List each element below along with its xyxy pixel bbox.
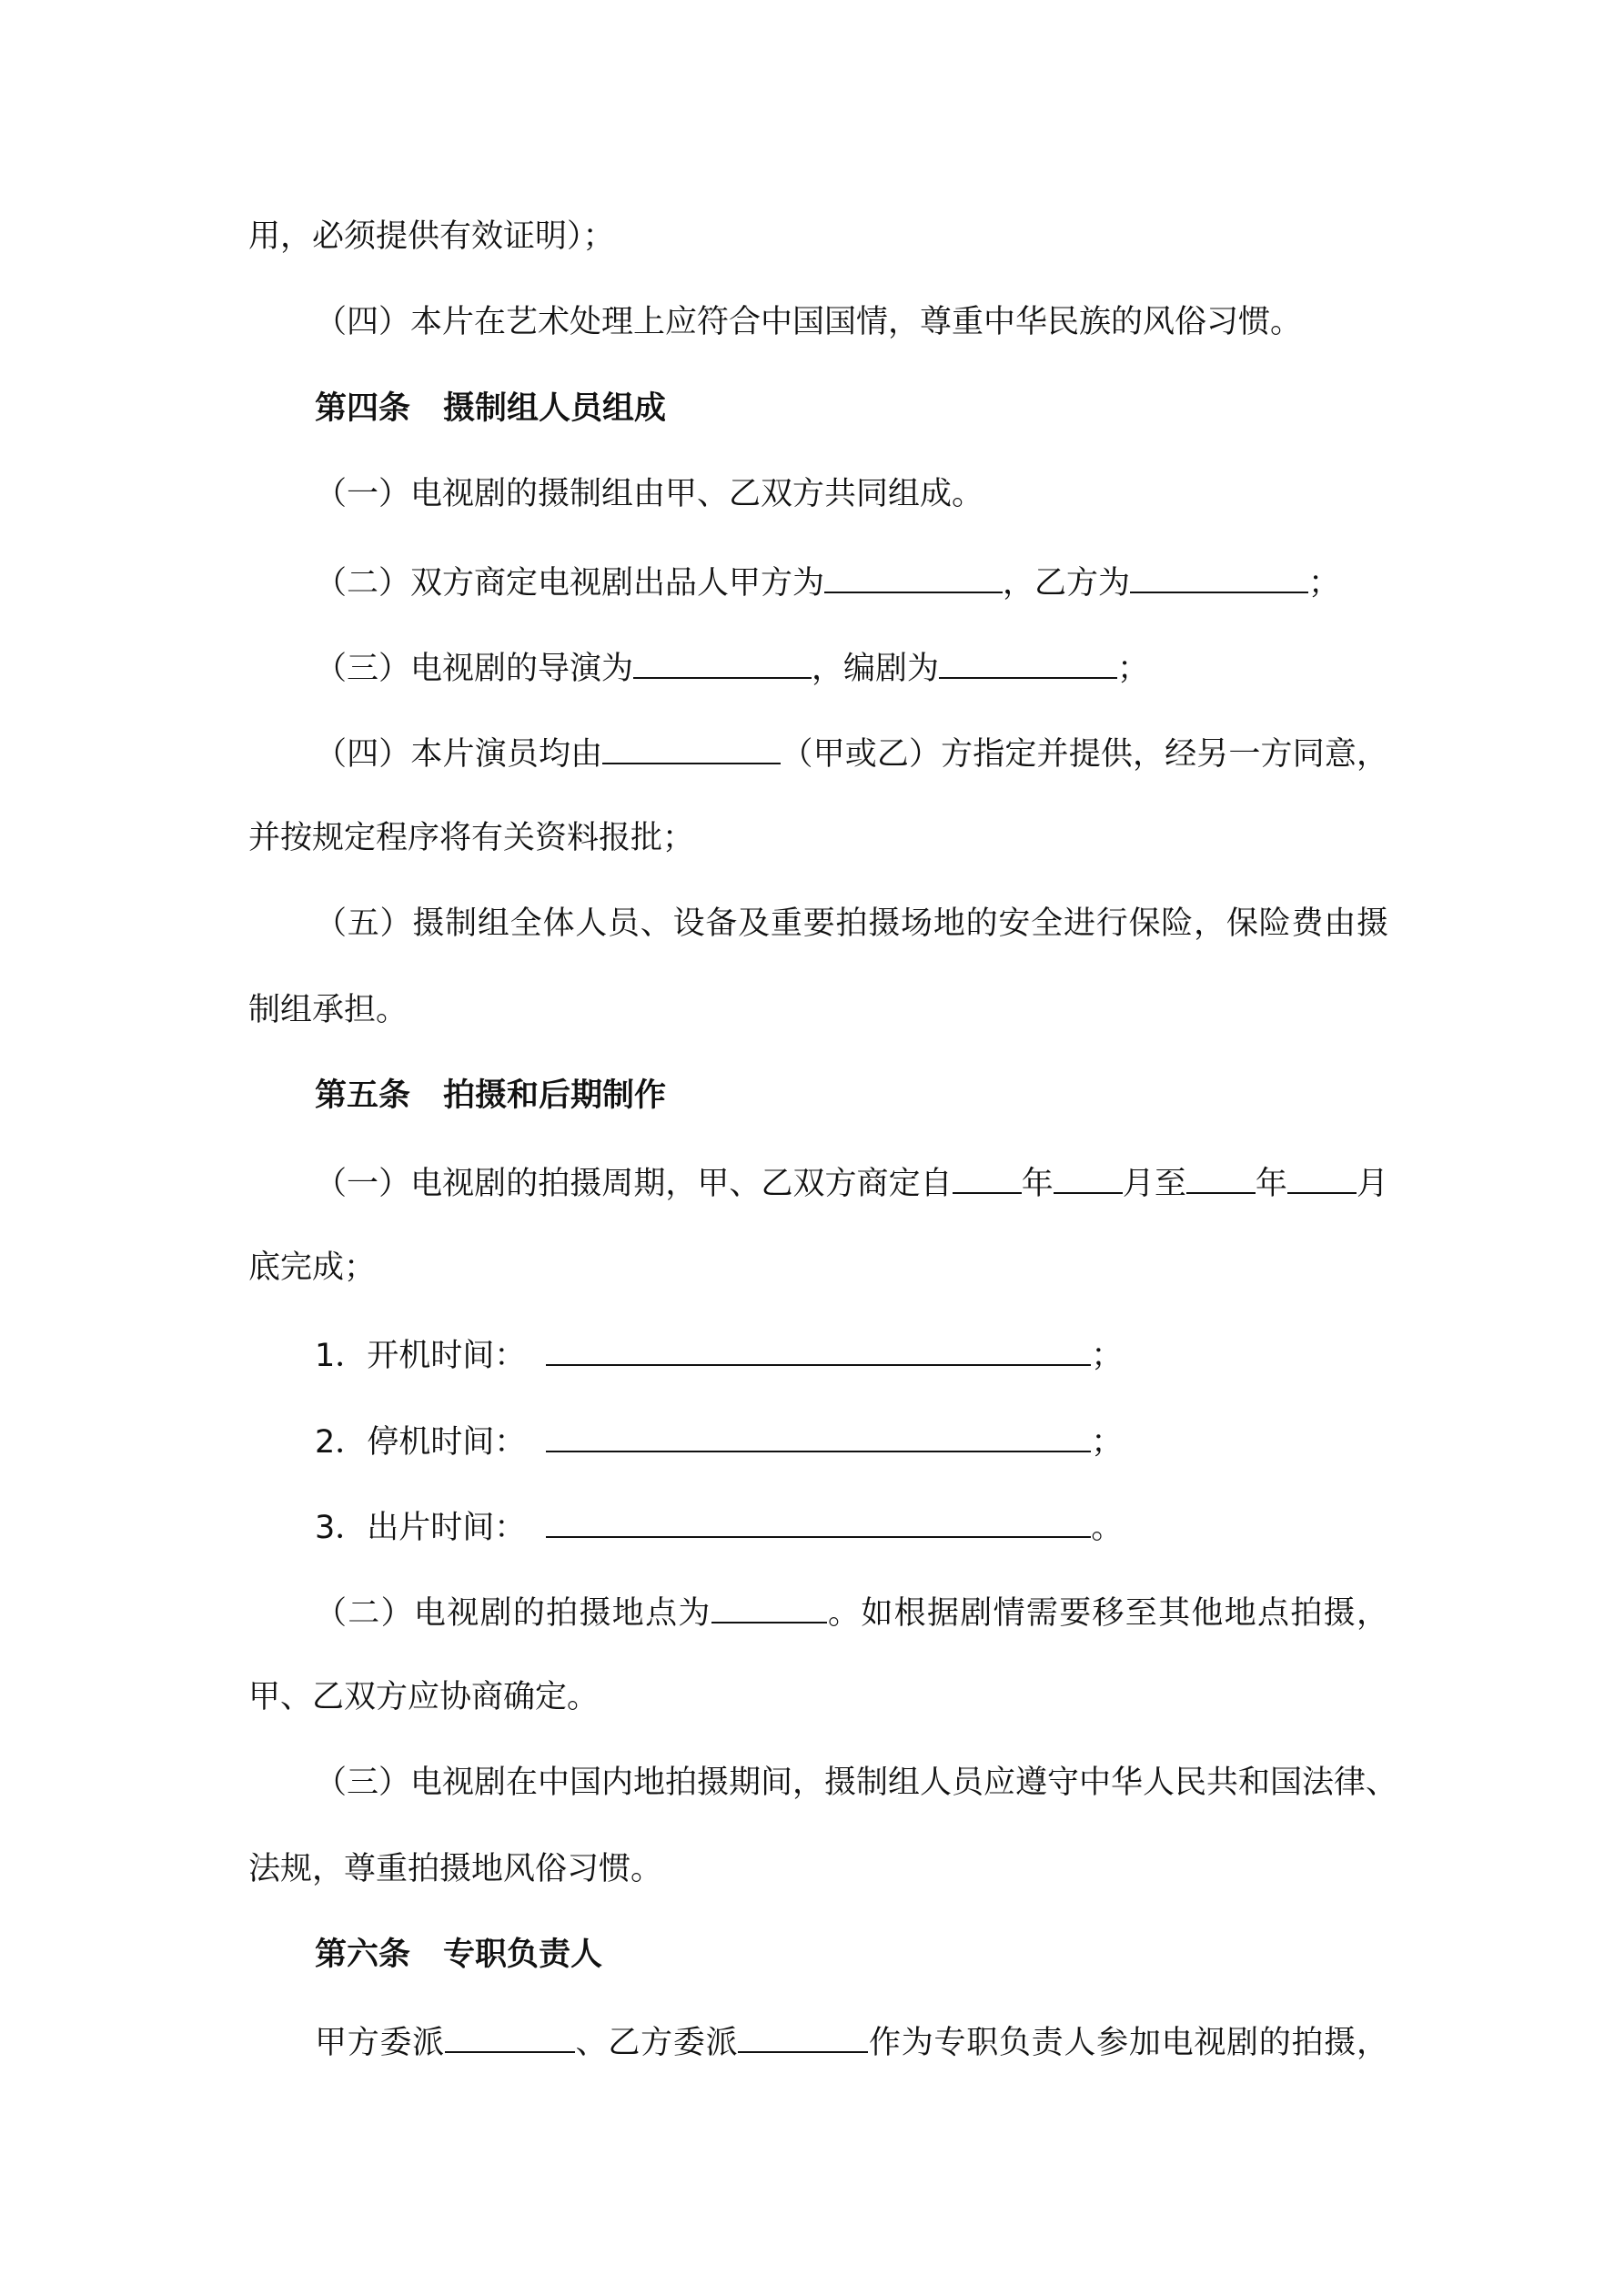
paragraph-line	[315, 642, 1388, 690]
paragraph-line	[315, 1158, 1388, 1205]
fill-in-blank	[953, 1158, 1022, 1194]
paragraph-line	[315, 728, 1388, 775]
paragraph-line	[248, 213, 1388, 260]
text-segment: （一）电视剧的摄制组由甲、乙双方共同组成。	[315, 476, 984, 513]
text-segment: ；	[1308, 564, 1341, 602]
text-segment: 年	[1021, 1166, 1054, 1203]
paragraph-line	[315, 557, 1388, 604]
paragraph-line	[315, 470, 1388, 518]
fill-in-blank	[939, 642, 1117, 679]
paragraph-line	[315, 298, 1388, 346]
text-segment: 第四条	[315, 389, 411, 427]
text-segment: （甲或乙）方指定并提供，经另一方同意，	[781, 736, 1388, 774]
fill-in-blank	[824, 557, 1003, 593]
text-segment: 第五条	[315, 1077, 411, 1114]
fill-in-blank	[546, 1330, 1091, 1366]
text-segment: ；	[1117, 651, 1150, 687]
fill-in-blank	[1287, 1158, 1357, 1194]
text-segment: 用，必须提供有效证明）；	[248, 218, 615, 255]
paragraph-line	[248, 1846, 1388, 1893]
text-segment: 2．停机时间：	[315, 1423, 527, 1461]
paragraph-line	[248, 814, 1388, 862]
paragraph-line	[315, 2017, 1388, 2064]
section-heading	[315, 1931, 1388, 1978]
text-segment: 甲、乙双方应协商确定。	[248, 1678, 600, 1715]
fill-in-blank	[711, 1587, 827, 1623]
section-heading	[315, 1072, 1388, 1119]
text-segment: （二）双方商定电视剧出品人甲方为	[315, 564, 825, 602]
text-segment: 底完成；	[248, 1249, 377, 1286]
paragraph-line	[248, 1244, 1388, 1291]
fill-in-blank	[445, 2017, 575, 2053]
text-segment: 年	[1255, 1166, 1287, 1203]
paragraph-line	[315, 900, 1388, 947]
text-segment: 。	[1091, 1510, 1124, 1546]
paragraph-line	[315, 1502, 1388, 1549]
text-segment: （五）摄制组全体人员、设备及重要拍摄场地的安全进行保险，保险费由摄	[315, 905, 1388, 943]
paragraph-line	[315, 1416, 1388, 1463]
text-segment: ；	[1091, 1338, 1124, 1375]
fill-in-blank	[738, 2017, 868, 2053]
section-heading	[315, 385, 1388, 432]
text-segment: 法规，尊重拍摄地风俗习惯。	[248, 1850, 663, 1887]
text-segment: 甲方委派	[315, 2025, 445, 2062]
fill-in-blank	[546, 1416, 1091, 1452]
fill-in-blank	[546, 1502, 1091, 1538]
text-segment: 制组承担。	[248, 991, 409, 1028]
fill-in-blank	[1054, 1158, 1123, 1194]
text-segment: 并按规定程序将有关资料报批；	[248, 819, 695, 856]
paragraph-line	[315, 1587, 1388, 1634]
fill-in-blank	[633, 642, 812, 679]
paragraph-line	[315, 1330, 1388, 1377]
text-segment: 月至	[1122, 1166, 1186, 1203]
paragraph-line	[248, 986, 1388, 1034]
paragraph-line	[248, 1674, 1388, 1721]
text-segment: ，乙方为	[1003, 564, 1131, 602]
text-segment: 摄制组人员组成	[443, 389, 667, 427]
text-segment: 1．开机时间：	[315, 1338, 527, 1375]
fill-in-blank	[602, 728, 781, 764]
text-segment: （四）本片演员均由	[315, 736, 603, 774]
text-segment: 专职负责人	[443, 1937, 603, 1973]
text-segment: 、乙方委派	[574, 2025, 739, 2062]
text-segment: （一）电视剧的拍摄周期，甲、乙双方商定自	[315, 1166, 953, 1203]
text-segment: （三）电视剧的导演为	[315, 651, 634, 687]
text-segment: 月	[1356, 1166, 1388, 1203]
text-segment: （二）电视剧的拍摄地点为	[315, 1595, 711, 1633]
text-segment: 拍摄和后期制作	[443, 1077, 667, 1114]
text-segment: 3．出片时间：	[315, 1510, 527, 1546]
text-segment: （三）电视剧在中国内地拍摄期间，摄制组人员应遵守中华人民共和国法律、	[315, 1765, 1398, 1802]
text-segment: 。如根据剧情需要移至其他地点拍摄，	[826, 1595, 1388, 1633]
paragraph-line	[315, 1759, 1398, 1806]
text-segment: 第六条	[315, 1937, 411, 1973]
text-segment: 作为专职负责人参加电视剧的拍摄，	[868, 2025, 1388, 2062]
text-segment: ，编剧为	[812, 651, 940, 687]
text-segment: （四）本片在艺术处理上应符合中国国情，尊重中华民族的风俗习惯。	[315, 304, 1303, 341]
fill-in-blank	[1186, 1158, 1256, 1194]
fill-in-blank	[1130, 557, 1308, 593]
text-segment: ；	[1091, 1423, 1124, 1461]
